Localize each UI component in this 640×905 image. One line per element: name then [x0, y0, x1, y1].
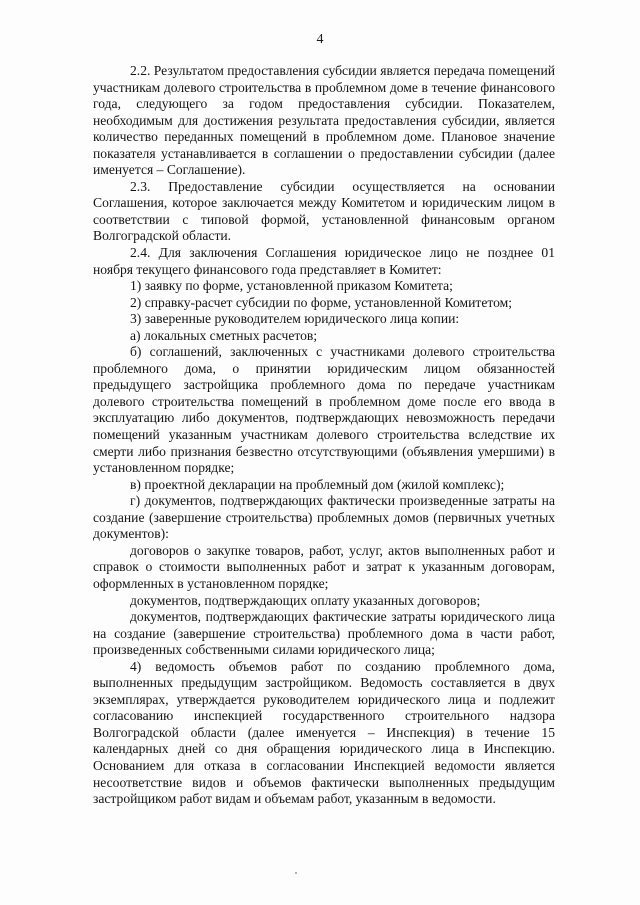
document-body	[93, 63, 555, 808]
sub-item-contracts: договоров о закупке товаров, работ, услуг, актов выполненных работ и справок о стоимости выполненных работ и затрат к указанным договорам, оформленных в установленном порядке;	[93, 542, 555, 591]
list-item-3v: в) проектной декларации на проблемный дом (жилой комплекс);	[130, 476, 505, 492]
list-item-1: 1) заявку по форме, установленной приказом Комитета;	[130, 278, 453, 294]
paragraph-2-2: 2.2. Результатом предоставления субсидии является передача помещений участникам долевого строительства в проблемном доме в течение финансового года, следующего за годом предоставления субсидии. Показателем, необходимым для достижения результата предоставления субсидии, является количество переданных помещений в проблемном доме. Плановое значение показателя устанавливается в соглашении о предоставлении субсидии (далее именуется – Соглашение).	[93, 63, 555, 178]
paragraph-2-4: 2.4. Для заключения Соглашения юридическое лицо не позднее 01 ноября текущего финансового года представляет в Комитет:	[93, 245, 555, 277]
sub-item-payment-documents: документов, подтверждающих оплату указанных договоров;	[130, 592, 481, 608]
list-item-2: 2) справку-расчет субсидии по форме, установленной Комитетом;	[130, 294, 513, 310]
sub-item-own-costs-documents: документов, подтверждающих фактические затраты юридического лица на создание (завершение строительства) проблемного дома в части работ, произведенных собственными силами юридического лица;	[93, 609, 555, 658]
paragraph-2-3: 2.3. Предоставление субсидии осуществляется на основании Соглашения, которое заключается между Комитетом и юридическим лицом в соответствии с типовой формой, установленной финансовым органом Волгоградской области.	[93, 178, 555, 244]
scan-speck	[295, 872, 297, 874]
page-number: 4	[316, 32, 324, 47]
list-item-3g: г) документов, подтверждающих фактически произведенные затраты на создание (завершение строительства) проблемных домов (первичных учетных документов):	[93, 493, 555, 542]
list-item-3: 3) заверенные руководителем юридического лица копии:	[130, 311, 460, 327]
list-item-3b: б) соглашений, заключенных с участниками долевого строительства проблемного дома, о принятии юридическим лицом обязанностей предыдущего застройщика проблемного дома по передаче участникам долевого строительства помещений в проблемном доме после его ввода в эксплуатацию либо документов, подтверждающих невозможность передачи помещений указанным участникам долевого строительства вследствие их смерти либо признания безвестно отсутствующими (объявления умершими) в установленном порядке;	[93, 344, 555, 476]
list-item-3a: а) локальных сметных расчетов;	[130, 327, 318, 343]
list-item-4: 4) ведомость объемов работ по созданию проблемного дома, выполненных предыдущим застройщиком. Ведомость составляется в двух экземплярах, утверждается руководителем юридического лица и подлежит согласованию инспекцией государственного строительного надзора Волгоградской области (далее именуется – Инспекция) в течение 15 календарных дней со дня обращения юридического лица в Инспекцию. Основанием для отказа в согласовании Инспекцией ведомости является несоответствие видов и объемов фактически выполненных предыдущим застройщиком работ видам и объемам работ, указанным в ведомости.	[93, 658, 555, 807]
